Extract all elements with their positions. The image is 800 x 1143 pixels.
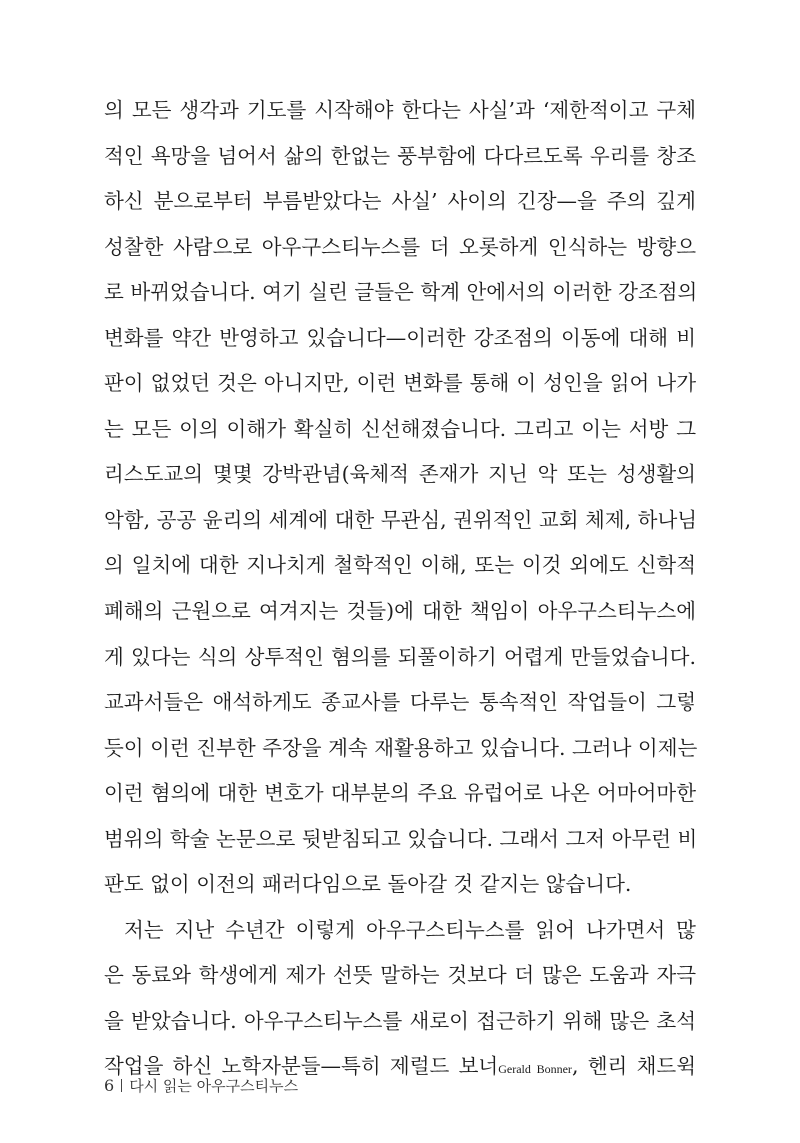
page-number: 6 <box>104 1076 115 1095</box>
english-name-gloss: Gerald Bonner <box>498 1062 572 1077</box>
paragraph-start-line: 저는 지난 수년간 이렇게 아우구스티누스를 읽어 나가면서 많 <box>124 917 696 942</box>
text-line: 판이 없었던 것은 아니지만, 이런 변화를 통해 이 성인을 읽어 나가 <box>104 371 696 396</box>
text-line: 듯이 이런 진부한 주장을 계속 재활용하고 있습니다. 그러나 이제는 <box>104 735 698 760</box>
text-line: 을 받았습니다. 아우구스티누스를 새로이 접근하기 위해 많은 초석 <box>104 1008 696 1033</box>
footer-divider <box>121 1079 122 1092</box>
text-line: 의 모든 생각과 기도를 시작해야 한다는 사실’과 ‘제한적이고 구체 <box>104 98 696 122</box>
text-line: 교과서들은 애석하게도 종교사를 다루는 통속적인 작업들이 그렇 <box>104 690 696 715</box>
text-line: 게 있다는 식의 상투적인 혐의를 되풀이하기 어렵게 만들었습니다. <box>104 644 696 669</box>
text-line: 악함, 공공 윤리의 세계에 대한 무관심, 권위적인 교회 체제, 하나님 <box>104 507 698 532</box>
text-line: 폐해의 근원으로 여겨지는 것들)에 대한 책임이 아우구스티누스에 <box>104 599 696 624</box>
text-line: 이런 혐의에 대한 변호가 대부분의 주요 유럽어로 나온 어마어마한 <box>104 781 696 806</box>
text-line: 적인 욕망을 넘어서 삶의 한없는 풍부함에 다다르도록 우리를 창조 <box>104 143 696 168</box>
text-line: 의 일치에 대한 지나치게 철학적인 이해, 또는 이것 외에도 신학적 <box>104 553 696 578</box>
text-segment: 작업을 하신 노학자분들—특히 제럴드 보너 <box>104 1054 499 1079</box>
text-line: 성찰한 사람으로 아우구스티누스를 더 오롯하게 인식하는 방향으 <box>104 234 696 259</box>
paragraph-end-line: 판도 없이 이전의 패러다임으로 돌아갈 것 같지는 않습니다. <box>104 872 632 897</box>
running-title: 다시 읽는 아우구스티누스 <box>129 1077 299 1095</box>
page-footer <box>104 1075 298 1096</box>
text-segment: , 헨리 채드윅 <box>571 1054 696 1079</box>
text-line: 은 동료와 학생에게 제가 선뜻 말하는 것보다 더 많은 도움과 자극 <box>104 963 696 988</box>
body-text <box>104 88 696 1090</box>
text-line: 변화를 약간 반영하고 있습니다—이러한 강조점의 이동에 대해 비 <box>104 325 696 350</box>
text-line: 하신 분으로부터 부름받았다는 사실’ 사이의 긴장—을 주의 깊게 <box>104 189 696 214</box>
text-line: 리스도교의 몇몇 강박관념(육체적 존재가 지닌 악 또는 성생활의 <box>104 462 696 487</box>
text-line: 로 바뀌었습니다. 여기 실린 글들은 학계 안에서의 이러한 강조점의 <box>104 280 698 305</box>
text-line: 범위의 학술 논문으로 뒷받침되고 있습니다. 그래서 그저 아무런 비 <box>104 826 698 851</box>
text-line: 는 모든 이의 이해가 확실히 신선해졌습니다. 그리고 이는 서방 그 <box>104 416 696 441</box>
